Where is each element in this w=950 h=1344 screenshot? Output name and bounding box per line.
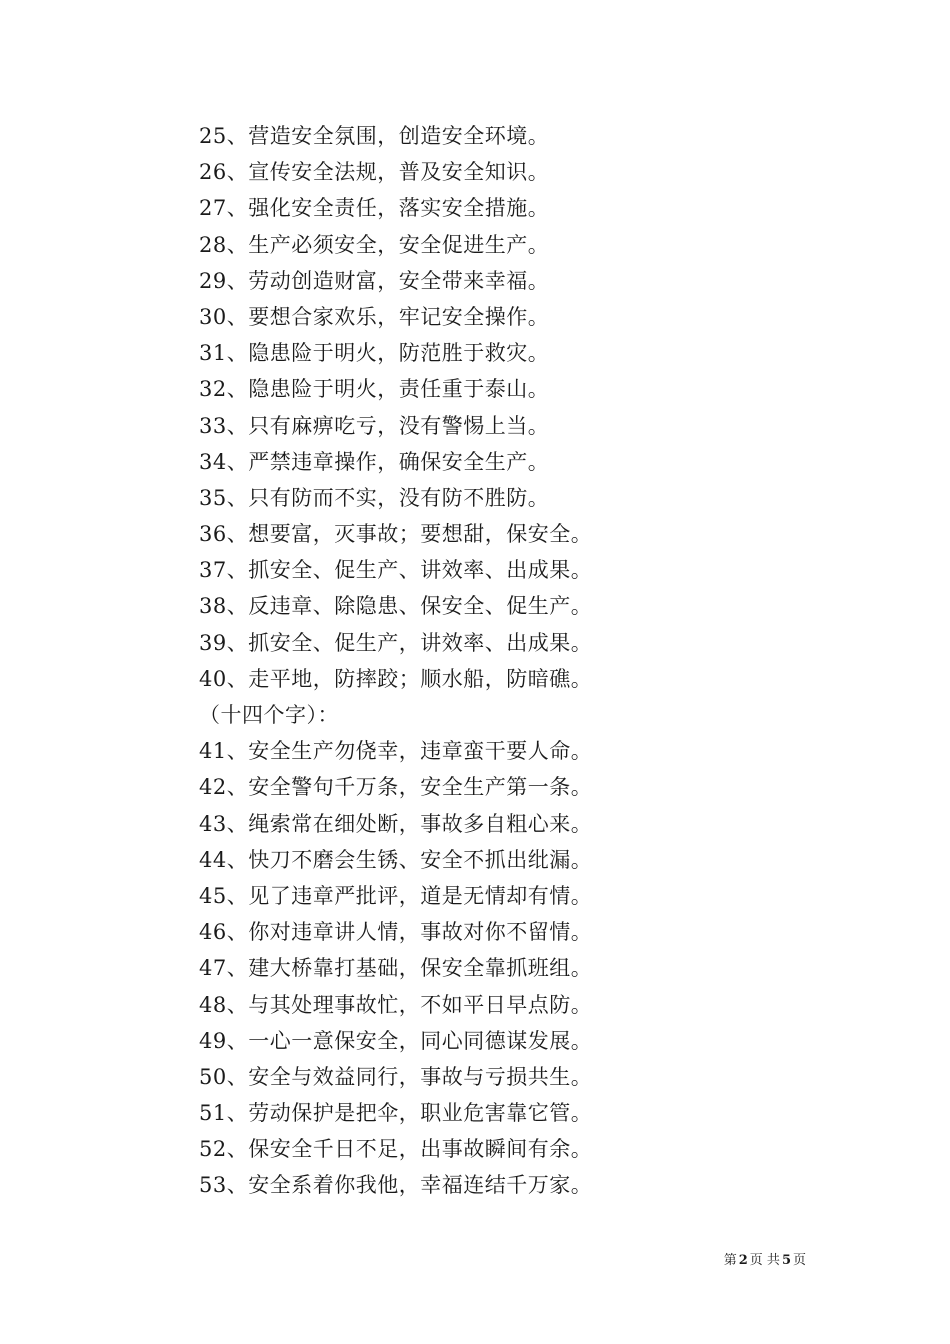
current-page-number: 2 xyxy=(738,1253,748,1268)
page-footer xyxy=(724,1249,806,1268)
list-item: 25、营造安全氛围，创造安全环境。 xyxy=(199,124,550,148)
list-item: 26、宣传安全法规，普及安全知识。 xyxy=(199,160,550,185)
list-item: 39、抓安全、促生产，讲效率、出成果。 xyxy=(199,630,593,655)
list-item: 49、一心一意保安全，同心同德谋发展。 xyxy=(199,1028,593,1053)
footer-middle: 页 共 xyxy=(749,1253,780,1268)
footer-suffix: 页 xyxy=(792,1253,806,1268)
list-item: 52、保安全千日不足，出事故瞬间有余。 xyxy=(199,1137,593,1162)
list-item: 47、建大桥靠打基础，保安全靠抓班组。 xyxy=(199,956,593,981)
total-pages-number: 5 xyxy=(781,1253,791,1268)
list-item: 35、只有防而不实，没有防不胜防。 xyxy=(199,485,550,510)
section-heading: （十四个字）： xyxy=(199,703,339,727)
list-item: 29、劳动创造财富，安全带来幸福。 xyxy=(199,268,550,293)
list-item: 48、与其处理事故忙，不如平日早点防。 xyxy=(199,992,593,1017)
list-item: 42、安全警句千万条，安全生产第一条。 xyxy=(199,775,593,800)
list-item: 34、严禁违章操作，确保安全生产。 xyxy=(199,449,550,474)
list-item: 28、生产必须安全，安全促进生产。 xyxy=(199,232,550,257)
slogan-list xyxy=(199,118,592,1204)
footer-prefix: 第 xyxy=(723,1253,737,1268)
list-item: 51、劳动保护是把伞，职业危害靠它管。 xyxy=(199,1101,593,1126)
list-item: 27、强化安全责任，落实安全措施。 xyxy=(199,196,550,221)
list-item: 38、反违章、除隐患、保安全、促生产。 xyxy=(199,594,593,619)
list-item: 30、要想合家欢乐，牢记安全操作。 xyxy=(199,304,550,329)
list-item: 50、安全与效益同行，事故与亏损共生。 xyxy=(199,1064,593,1089)
list-item: 31、隐患险于明火，防范胜于救灾。 xyxy=(199,341,550,366)
list-item: 37、抓安全、促生产、讲效率、出成果。 xyxy=(199,558,593,583)
list-item: 45、见了违章严批评，道是无情却有情。 xyxy=(199,883,593,908)
list-item: 32、隐患险于明火，责任重于泰山。 xyxy=(199,377,550,402)
list-item: 36、想要富，灭事故；要想甜，保安全。 xyxy=(199,522,593,547)
list-item: 46、你对违章讲人情，事故对你不留情。 xyxy=(199,920,593,945)
list-item: 33、只有麻痹吃亏，没有警惕上当。 xyxy=(199,413,550,438)
list-item: 53、安全系着你我他，幸福连结千万家。 xyxy=(199,1173,593,1198)
list-item: 40、走平地，防摔跤；顺水船，防暗礁。 xyxy=(199,666,593,691)
list-item: 44、快刀不磨会生锈、安全不抓出纰漏。 xyxy=(199,847,593,872)
list-item: 43、绳索常在细处断，事故多自粗心来。 xyxy=(199,811,593,836)
list-item: 41、安全生产勿侥幸，违章蛮干要人命。 xyxy=(199,739,593,764)
